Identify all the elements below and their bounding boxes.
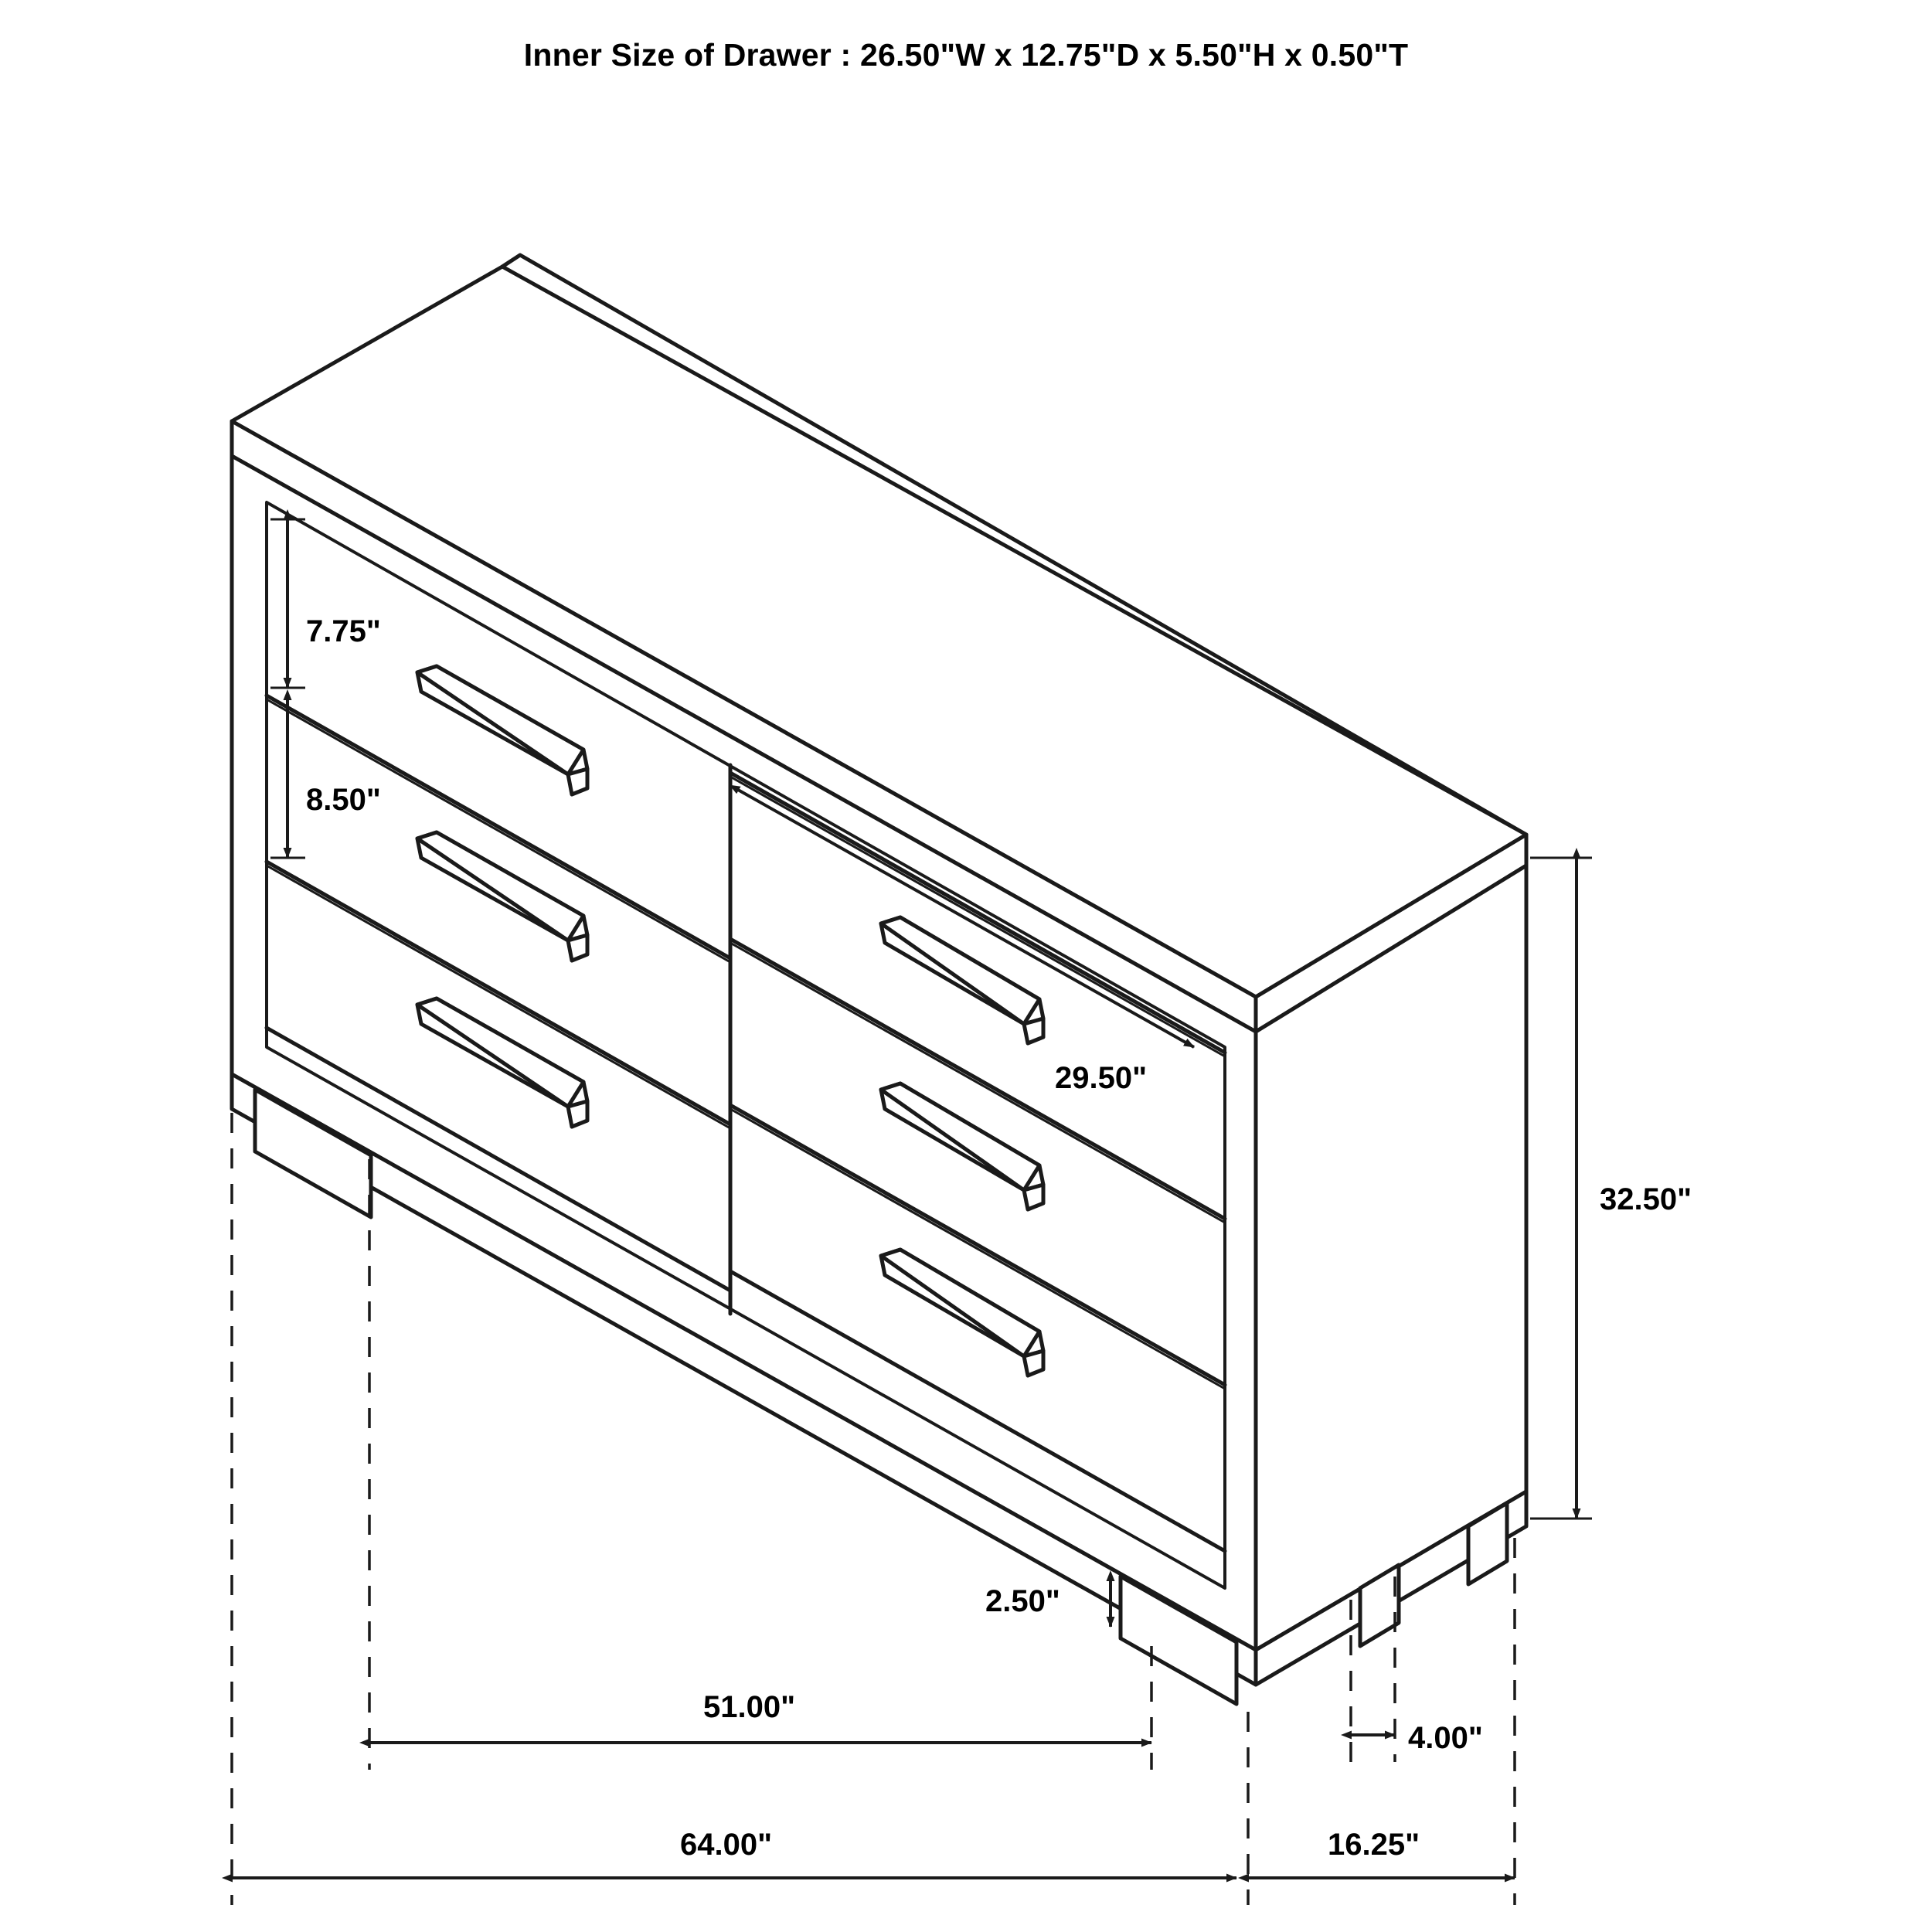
dim-label-7-75: 7.75" bbox=[306, 614, 381, 648]
dim-label-4-00: 4.00" bbox=[1408, 1721, 1483, 1755]
dim-label-51-00: 51.00" bbox=[703, 1690, 796, 1724]
dim-label-16-25: 16.25" bbox=[1328, 1828, 1420, 1862]
dim-label-32-50: 32.50" bbox=[1600, 1182, 1692, 1216]
dim-label-2-50: 2.50" bbox=[985, 1584, 1060, 1618]
page-title: Inner Size of Drawer : 26.50"W x 12.75"D x 5.50"H x 0.50"T bbox=[523, 37, 1409, 73]
dim-label-8-50: 8.50" bbox=[306, 783, 381, 817]
dresser-body bbox=[232, 255, 1526, 1704]
dim-label-64-00: 64.00" bbox=[680, 1828, 773, 1862]
dim-label-29-50: 29.50" bbox=[1055, 1061, 1148, 1095]
